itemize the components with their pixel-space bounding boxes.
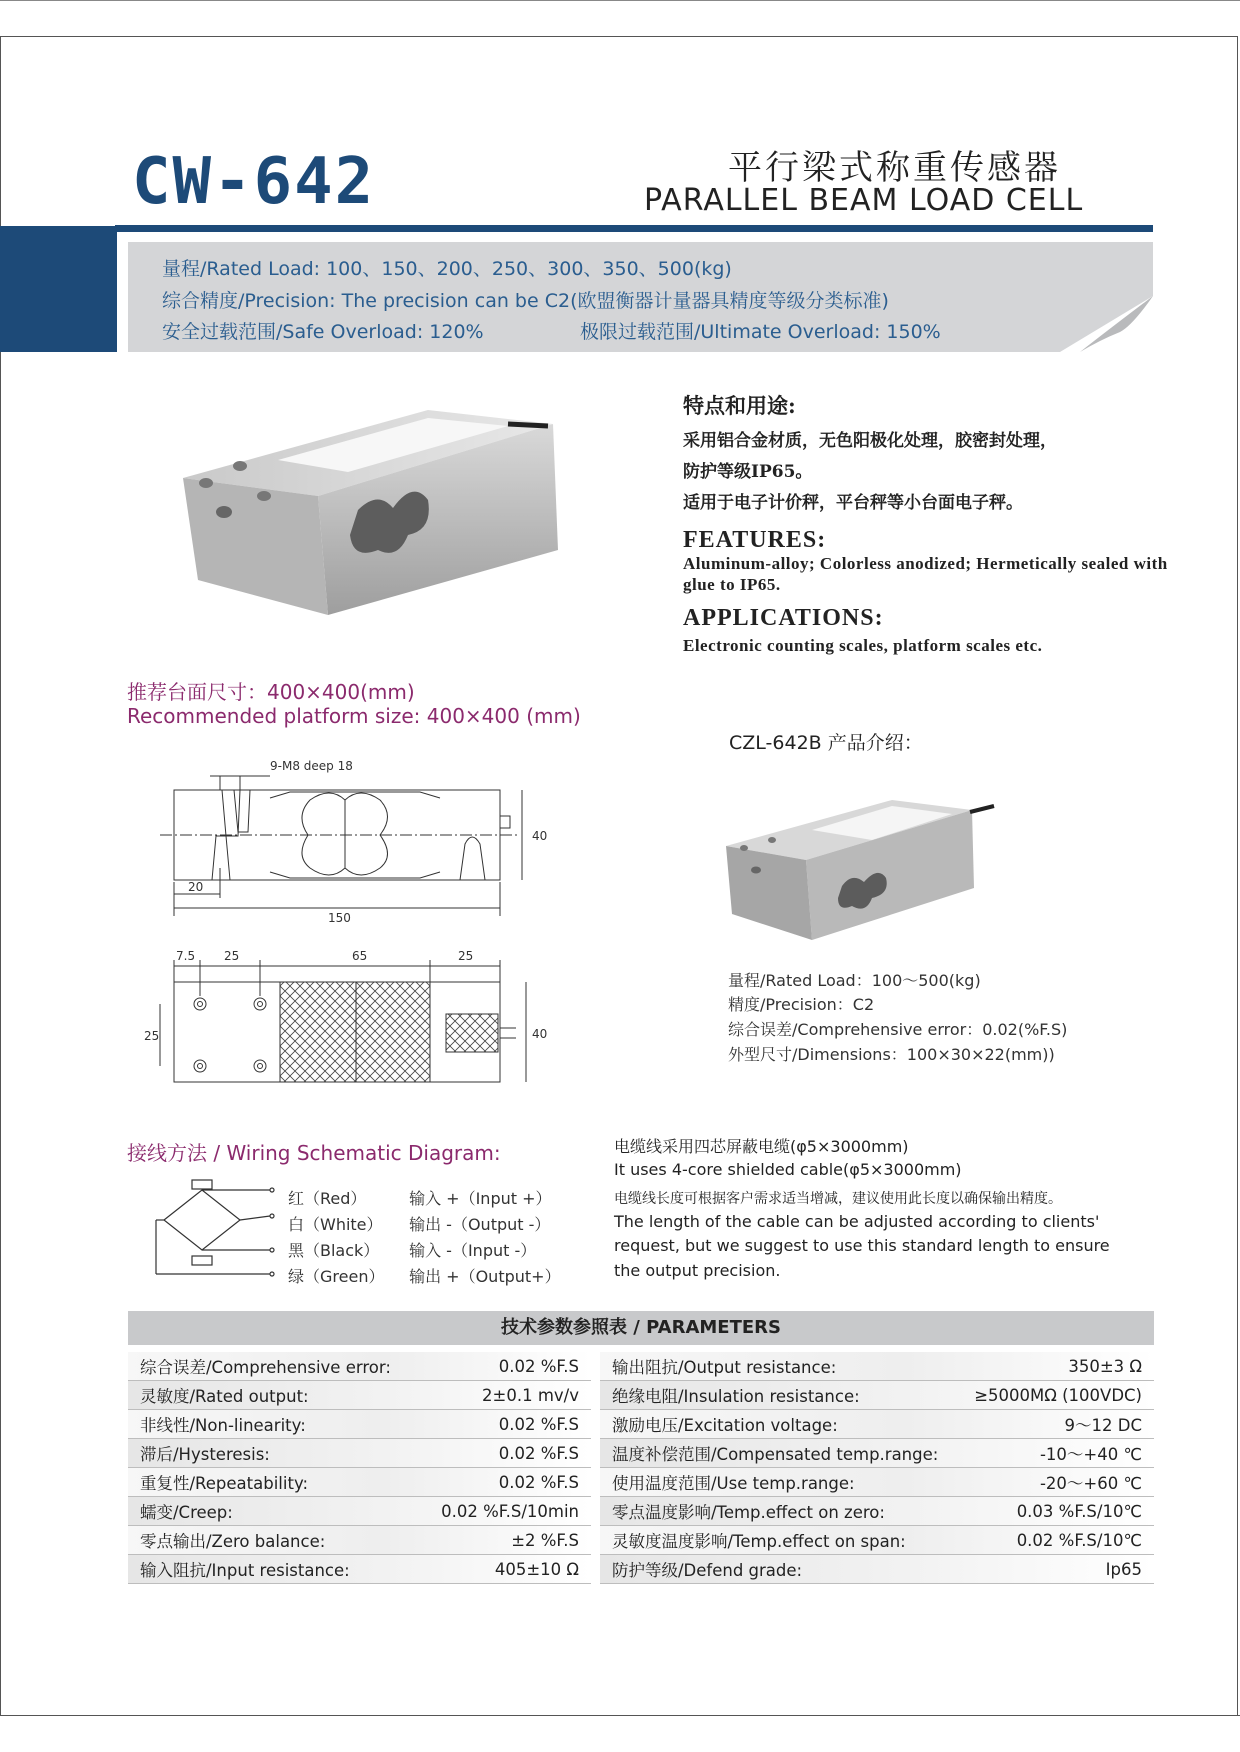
param-value: 0.02 %F.S [498,1472,579,1492]
table-row [600,1555,1154,1584]
features-section [683,390,1183,656]
wire-row-red [288,1186,552,1209]
dim-40-top-label: 40 [532,829,548,843]
czl-product-photo [722,794,1002,944]
param-value: 0.02 %F.S [498,1356,579,1376]
czl-rated-load: 量程/Rated Load：100～500(kg) [728,971,981,990]
wire-row-white [288,1212,550,1235]
table-row [600,1381,1154,1410]
czl-error: 综合误差/Comprehensive error：0.02(%F.S) [728,1020,1068,1039]
parameters-table [128,1311,1154,1634]
param-value: 405±10 Ω [494,1559,579,1579]
features-heading-cn: 特点和用途: [683,393,796,418]
spec-rated-load: 量程/Rated Load: 100、150、200、250、300、350、500(kg) [162,258,732,280]
cable-line4: The length of the cable can be adjusted according to clients' [614,1212,1100,1231]
param-label: 滞后/Hysteresis: [140,1445,270,1464]
param-value: Ip65 [1105,1559,1142,1579]
param-label: 非线性/Non-linearity: [140,1416,306,1435]
features-cn-line1: 采用铝合金材质，无色阳极化处理，胶密封处理， [683,431,1057,451]
dim-25-b-label: 25 [458,949,474,963]
czl-title: CZL-642B 产品介绍： [729,732,923,754]
param-value: -20～+60 ℃ [1039,1474,1142,1493]
features-text: Aluminum-alloy; Colorless anodized; Hermetically sealed with glue to IP65. [683,554,1168,594]
wire-color: 白（White） [288,1215,383,1234]
param-label: 重复性/Repeatability: [140,1474,309,1493]
dim-150-label: 150 [328,911,351,925]
param-value: 350±3 Ω [1068,1356,1142,1376]
header-rule [115,225,1153,232]
param-value: ±2 %F.S [511,1530,579,1550]
dim-7-5-label: 7.5 [176,949,196,963]
table-row [128,1555,591,1584]
spec-precision: 综合精度/Precision: The precision can be C2(欧盟衡器计量器具精度等级分类标准) [162,290,889,312]
wire-color: 绿（Green） [288,1267,385,1286]
dim-65-label: 65 [352,949,368,963]
top-view-drawing [140,946,600,1106]
param-label: 零点温度影响/Temp.effect on zero: [612,1503,885,1522]
table-row [128,1497,591,1526]
features-heading: FEATURES: [683,527,827,553]
cable-line6: the output precision. [614,1261,781,1280]
param-label: 防护等级/Defend grade: [612,1561,803,1580]
top-border [0,0,1240,1]
wiring-bridge-diagram [150,1176,280,1282]
parameters-left-column [128,1352,591,1584]
table-row [128,1439,591,1468]
param-label: 灵敏度/Rated output: [140,1387,309,1406]
model-number: CW-642 [132,145,376,219]
applications-heading: APPLICATIONS: [683,605,884,631]
cable-line2: It uses 4-core shielded cable(φ5×3000mm) [614,1160,962,1179]
table-row [128,1410,591,1439]
table-row [600,1352,1154,1381]
table-row [600,1439,1154,1468]
param-value: ≥5000MΩ (100VDC) [974,1385,1142,1405]
wire-row-black [288,1238,536,1261]
table-row [600,1497,1154,1526]
param-label: 零点输出/Zero balance: [140,1532,326,1551]
param-label: 综合误差/Comprehensive error: [140,1358,391,1377]
platform-size-en: Recommended platform size: 400×400 (mm) [127,704,581,728]
platform-size-cn: 推荐台面尺寸：400×400(mm) [127,680,415,704]
table-row [128,1352,591,1381]
param-label: 使用温度范围/Use temp.range: [612,1474,855,1493]
accent-block [0,226,117,352]
param-value: 0.03 %F.S/10℃ [1016,1501,1142,1521]
czl-precision: 精度/Precision：C2 [728,995,875,1014]
param-value: 9～12 DC [1064,1416,1142,1435]
wire-signal: 输入 -（Input -） [409,1241,537,1260]
param-label: 激励电压/Excitation voltage: [612,1416,838,1435]
wire-signal: 输入 +（Input +） [409,1189,552,1208]
parameters-right-column [600,1352,1154,1584]
param-value: 0.02 %F.S [498,1443,579,1463]
dim-25-a-label: 25 [224,949,240,963]
param-label: 温度补偿范围/Compensated temp.range: [612,1445,939,1464]
wire-color: 红（Red） [288,1189,367,1208]
product-title-en: PARALLEL BEAM LOAD CELL [644,183,1084,218]
param-label: 绝缘电阻/Insulation resistance: [612,1387,860,1406]
features-cn-line2: 防护等级IP65。 [683,462,813,482]
param-label: 蠕变/Creep: [140,1503,233,1522]
param-value: 0.02 %F.S/10℃ [1016,1530,1142,1550]
table-row [600,1526,1154,1555]
cable-line5: request, but we suggest to use this standard length to ensure [614,1236,1110,1255]
dim-25-side-label: 25 [144,1029,160,1043]
thread-note-label: 9-M8 deep 18 [270,759,353,773]
load-cell-photo [178,400,578,640]
spec-safe-overload: 安全过载范围/Safe Overload: 120% [162,321,484,343]
dim-20-label: 20 [188,880,204,894]
czl-dimensions: 外型尺寸/Dimensions：100×30×22(mm)) [728,1045,1055,1064]
table-row [600,1468,1154,1497]
wire-row-green [288,1264,561,1287]
page-curl-graphic [1060,296,1153,352]
param-value: 2±0.1 mv/v [482,1385,579,1405]
param-value: 0.02 %F.S [498,1414,579,1434]
spec-ultimate-overload: 极限过载范围/Ultimate Overload: 150% [580,321,941,343]
side-view-drawing [160,756,600,936]
param-label: 输出阻抗/Output resistance: [612,1358,837,1377]
cable-line3: 电缆线长度可根据客户需求适当增减，建议使用此长度以确保输出精度。 [614,1191,1062,1207]
table-row [128,1381,591,1410]
cable-line1: 电缆线采用四芯屏蔽电缆(φ5×3000mm) [614,1137,909,1156]
param-value: 0.02 %F.S/10min [441,1501,579,1521]
parameters-heading: 技术参数参照表 / PARAMETERS [128,1311,1154,1345]
param-label: 输入阻抗/Input resistance: [140,1561,350,1580]
table-row [128,1468,591,1497]
wire-color: 黑（Black） [288,1241,380,1260]
dim-40-bottom-label: 40 [532,1027,548,1041]
applications-text: Electronic counting scales, platform scales etc. [683,636,1043,655]
features-cn-line3: 适用于电子计价秤，平台秤等小台面电子秤。 [683,493,1023,513]
product-title-cn: 平行梁式称重传感器 [728,148,1061,188]
param-value: -10～+40 ℃ [1039,1445,1142,1464]
table-row [128,1526,591,1555]
wiring-title: 接线方法 / Wiring Schematic Diagram: [127,1141,501,1165]
wire-signal: 输出 -（Output -） [409,1215,551,1234]
wire-signal: 输出 +（Output+） [409,1267,561,1286]
table-row [600,1410,1154,1439]
bottom-border [0,1715,1240,1716]
param-label: 灵敏度温度影响/Temp.effect on span: [612,1532,906,1551]
